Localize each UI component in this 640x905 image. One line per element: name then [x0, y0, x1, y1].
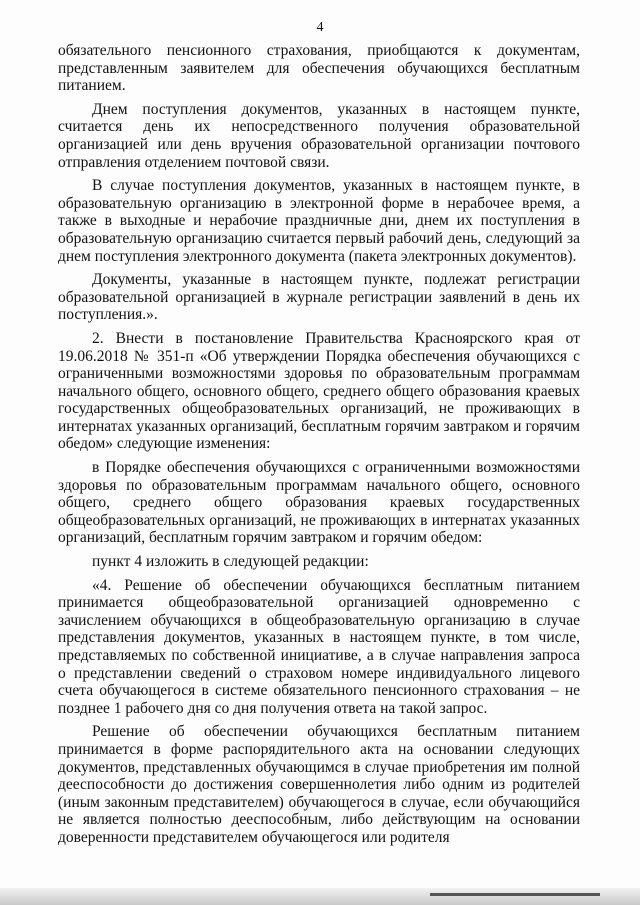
document-body	[58, 42, 580, 853]
paragraph-3: В случае поступления документов, указанных в настоящем пункте, в образовательную организацию в электронной форме в нерабочее время, а также в выходные и нерабочие праздничные дни, днем их поступления в образовательную организацию считается первый рабочий день, следующий за днем поступления электронного документа (пакета электронных документов).	[58, 177, 580, 265]
paragraph-9: Решение об обеспечении обучающихся бесплатным питанием принимается в форме распорядительного акта на основании следующих документов, представленных обучающимся в случае приобретения им полной дееспособности до достижения совершеннолетия либо одним из родителей (иным законным представителем) обучающегося в случае, если обучающийся не является полностью дееспособным, либо действующим на основании доверенности представителем обучающегося или родителя	[58, 723, 580, 846]
paragraph-8: «4. Решение об обеспечении обучающихся бесплатным питанием принимается общеобразовательной организацией одновременно с зачислением обучающихся в общеобразовательную организацию в случае представления документов, указанных в настоящем пункте, в том числе, представляемых по собственной инициативе, а в случае направления запроса о представлении сведений о страховом номере индивидуального лицевого счета обучающегося в системе обязательного пенсионного страхования – не позднее 1 рабочего дня со дня получения ответа на такой запрос.	[58, 576, 580, 717]
paragraph-4: Документы, указанные в настоящем пункте, подлежат регистрации образовательной организацией в журнале регистрации заявлений в день их поступления.».	[58, 271, 580, 324]
scan-mark	[430, 893, 600, 896]
paragraph-7: пункт 4 изложить в следующей редакции:	[92, 553, 369, 571]
paragraph-1: обязательного пенсионного страхования, приобщаются к документам, представленным заявителем для обеспечения обучающихся бесплатным питанием.	[58, 42, 580, 95]
page-number: 4	[316, 20, 324, 35]
paragraph-5: 2. Внести в постановление Правительства Красноярского края от 19.06.2018 № 351-п «Об утверждении Порядка обеспечения обучающихся с ограниченными возможностями здоровья по образовательным программам начального общего, основного общего, среднего общего образования краевых государственных общеобразовательных организаций, не проживающих в интернатах указанных организаций, бесплатным горячим завтраком и горячим обедом» следующие изменения:	[58, 329, 580, 453]
paragraph-6: в Порядке обеспечения обучающихся с ограниченными возможностями здоровья по образовательным программам начального общего, основного общего, среднего общего образования краевых государственных общеобразовательных организаций, не проживающих в интернатах указанных организаций, бесплатным горячим завтраком и горячим обедом:	[58, 459, 580, 547]
paragraph-2: Днем поступления документов, указанных в настоящем пункте, считается день их непосредственного получения образовательной организацией или день вручения образовательной организации почтового отправления отделением почтовой связи.	[58, 100, 580, 171]
scan-edge	[0, 888, 640, 905]
